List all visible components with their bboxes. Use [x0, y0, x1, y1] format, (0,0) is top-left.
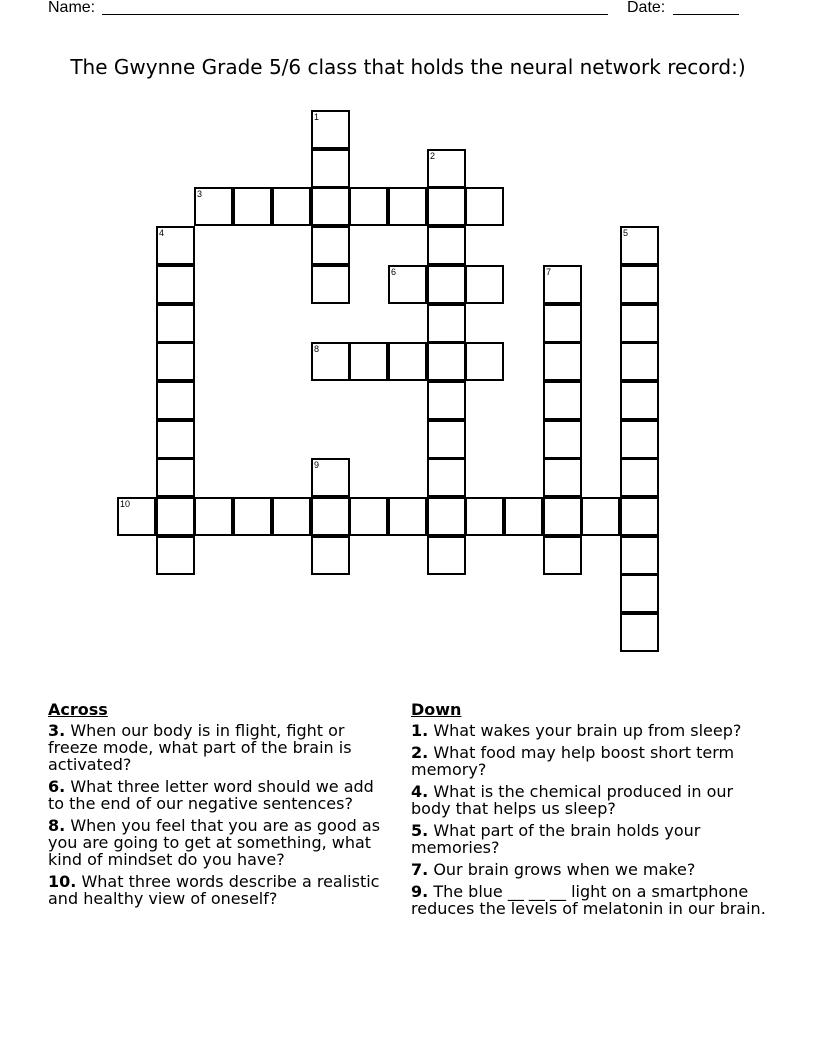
- clue-number: 1.: [411, 721, 429, 740]
- grid-cell[interactable]: [620, 574, 659, 613]
- grid-cell[interactable]: [388, 342, 427, 381]
- across-clue: [48, 778, 393, 812]
- grid-cell[interactable]: [427, 226, 466, 265]
- grid-cell[interactable]: [465, 265, 504, 304]
- grid-cell[interactable]: [620, 304, 659, 343]
- clue-text: When you feel that you are as good as you are going to get at something, what kind of mindset do you have?: [48, 816, 381, 869]
- cell-number: 2: [430, 151, 436, 161]
- grid-cell[interactable]: [233, 187, 272, 226]
- grid-cell[interactable]: [233, 497, 272, 536]
- grid-cell[interactable]: [311, 497, 350, 536]
- grid-cell[interactable]: [543, 342, 582, 381]
- grid-cell[interactable]: [156, 536, 195, 575]
- grid-cell[interactable]: [194, 187, 233, 226]
- grid-cell[interactable]: [427, 420, 466, 459]
- grid-cell[interactable]: [311, 342, 350, 381]
- date-label: Date:: [627, 0, 666, 16]
- cell-number: 5: [623, 228, 629, 238]
- puzzle-title: The Gwynne Grade 5/6 class that holds the neural network record:): [70, 55, 746, 79]
- across-clue: [48, 817, 393, 868]
- grid-cell[interactable]: [620, 536, 659, 575]
- name-label: Name:: [48, 0, 96, 16]
- grid-cell[interactable]: [427, 381, 466, 420]
- grid-cell[interactable]: [427, 149, 466, 188]
- grid-cell[interactable]: [543, 265, 582, 304]
- grid-cell[interactable]: [156, 265, 195, 304]
- down-clue: [411, 744, 771, 778]
- grid-cell[interactable]: [427, 187, 466, 226]
- grid-cell[interactable]: [311, 149, 350, 188]
- grid-cell[interactable]: [427, 265, 466, 304]
- clue-number: 7.: [411, 860, 429, 879]
- grid-cell[interactable]: [272, 497, 311, 536]
- clue-text: What three words describe a realistic and healthy view of oneself?: [48, 872, 380, 908]
- cell-number: 9: [314, 460, 320, 470]
- cell-number: 1: [314, 112, 320, 122]
- cell-number: 7: [546, 267, 552, 277]
- grid-cell[interactable]: [427, 304, 466, 343]
- clue-number: 4.: [411, 782, 429, 801]
- cell-number: 10: [120, 499, 131, 509]
- grid-cell[interactable]: [388, 497, 427, 536]
- clue-number: 8.: [48, 816, 66, 835]
- down-heading: Down: [411, 700, 462, 719]
- cell-number: 8: [314, 344, 320, 354]
- down-clue: [411, 783, 771, 817]
- grid-cell[interactable]: [427, 458, 466, 497]
- grid-cell[interactable]: [311, 536, 350, 575]
- grid-cell[interactable]: [156, 420, 195, 459]
- clue-text: Our brain grows when we make?: [433, 860, 696, 879]
- down-clue: [411, 722, 771, 739]
- down-clue: [411, 861, 771, 878]
- grid-cell[interactable]: [349, 342, 388, 381]
- grid-cell[interactable]: [543, 536, 582, 575]
- grid-cell[interactable]: [427, 536, 466, 575]
- across-clue: [48, 873, 393, 907]
- clue-text: What wakes your brain up from sleep?: [433, 721, 742, 740]
- grid-cell[interactable]: [156, 381, 195, 420]
- grid-cell[interactable]: [311, 458, 350, 497]
- grid-cell[interactable]: [311, 265, 350, 304]
- across-clue: [48, 722, 393, 773]
- grid-cell[interactable]: [543, 420, 582, 459]
- clue-number: 9.: [411, 882, 429, 901]
- grid-cell[interactable]: [311, 226, 350, 265]
- down-clue: [411, 822, 771, 856]
- grid-cell[interactable]: [543, 458, 582, 497]
- down-clues: [411, 701, 771, 922]
- grid-cell[interactable]: [620, 265, 659, 304]
- grid-cell[interactable]: [272, 187, 311, 226]
- cell-number: 6: [391, 267, 397, 277]
- grid-cell[interactable]: [427, 342, 466, 381]
- grid-cell[interactable]: [581, 497, 620, 536]
- grid-cell[interactable]: [311, 110, 350, 149]
- cell-number: 3: [197, 189, 203, 199]
- clue-number: 3.: [48, 721, 66, 740]
- grid-cell[interactable]: [349, 497, 388, 536]
- clue-text: What is the chemical produced in our body that helps us sleep?: [411, 782, 734, 818]
- clue-text: What three letter word should we add to the end of our negative sentences?: [48, 777, 374, 813]
- across-clues: [48, 701, 393, 912]
- grid-cell[interactable]: [311, 187, 350, 226]
- clue-number: 5.: [411, 821, 429, 840]
- grid-cell[interactable]: [543, 304, 582, 343]
- grid-cell[interactable]: [156, 458, 195, 497]
- grid-cell[interactable]: [620, 342, 659, 381]
- grid-cell[interactable]: [388, 265, 427, 304]
- grid-cell[interactable]: [349, 187, 388, 226]
- grid-cell[interactable]: [620, 420, 659, 459]
- clue-text: When our body is in flight, fight or freeze mode, what part of the brain is activated?: [48, 721, 352, 774]
- clue-number: 2.: [411, 743, 429, 762]
- grid-cell[interactable]: [543, 497, 582, 536]
- clue-number: 6.: [48, 777, 66, 796]
- cell-number: 4: [159, 228, 165, 238]
- clue-text: What food may help boost short term memory?: [411, 743, 735, 779]
- grid-cell[interactable]: [620, 613, 659, 652]
- grid-cell[interactable]: [543, 381, 582, 420]
- grid-cell[interactable]: [465, 497, 504, 536]
- grid-cell[interactable]: [194, 497, 233, 536]
- grid-cell[interactable]: [427, 497, 466, 536]
- grid-cell[interactable]: [117, 497, 156, 536]
- grid-cell[interactable]: [465, 342, 504, 381]
- clue-text: What part of the brain holds your memories?: [411, 821, 701, 857]
- clue-text: The blue __ __ __ light on a smartphone reduces the levels of melatonin in our brain.: [411, 882, 766, 918]
- grid-cell[interactable]: [504, 497, 543, 536]
- across-heading: Across: [48, 700, 108, 719]
- down-clue: [411, 883, 771, 917]
- grid-cell[interactable]: [620, 381, 659, 420]
- grid-cell[interactable]: [156, 226, 195, 265]
- grid-cell[interactable]: [620, 226, 659, 265]
- clue-number: 10.: [48, 872, 77, 891]
- grid-cell[interactable]: [156, 497, 195, 536]
- grid-cell[interactable]: [620, 497, 659, 536]
- grid-cell[interactable]: [388, 187, 427, 226]
- grid-cell[interactable]: [620, 458, 659, 497]
- grid-cell[interactable]: [465, 187, 504, 226]
- grid-cell[interactable]: [156, 304, 195, 343]
- grid-cell[interactable]: [156, 342, 195, 381]
